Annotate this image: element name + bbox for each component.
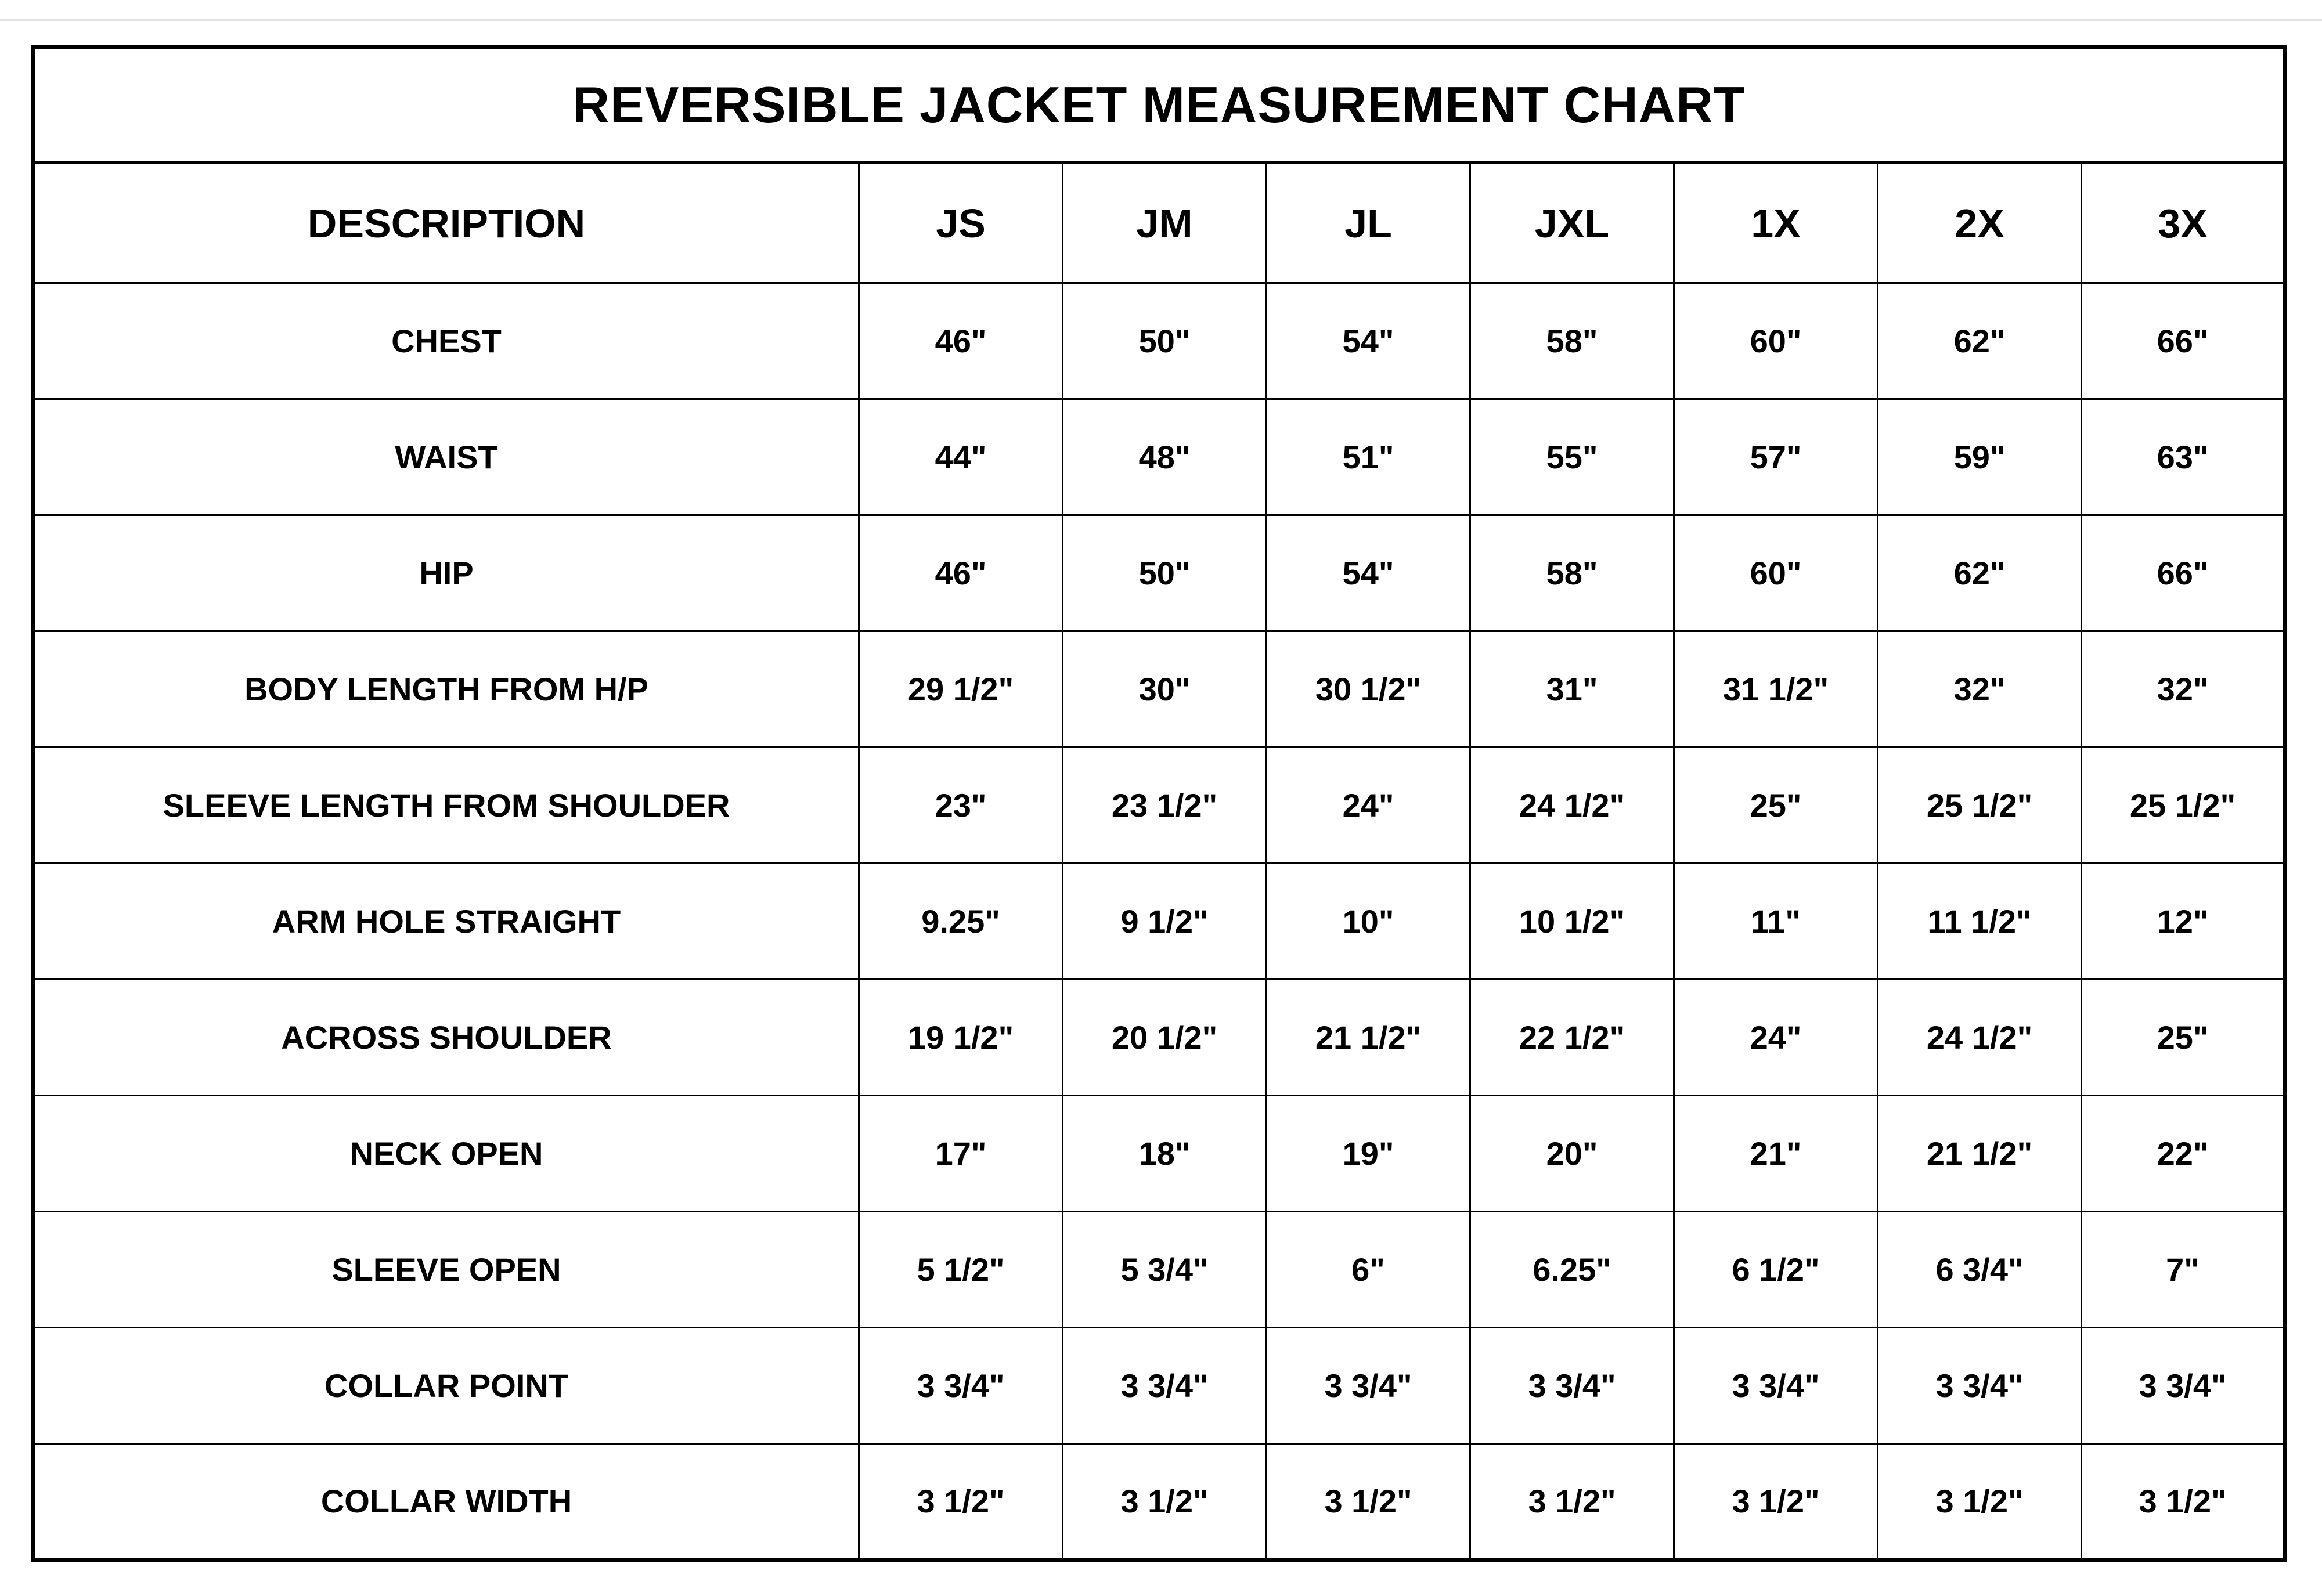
cell-sleeve-length-jm: 23 1/2" — [1063, 748, 1267, 864]
cell-waist-jl: 51" — [1267, 399, 1470, 515]
cell-arm-hole-3x: 12" — [2082, 864, 2285, 980]
title-row — [33, 47, 2285, 163]
table-row-collar-point — [33, 1328, 2285, 1444]
cell-hip-jxl: 58" — [1470, 515, 1674, 631]
cell-sleeve-length-jxl: 24 1/2" — [1470, 748, 1674, 864]
cell-arm-hole-jxl: 10 1/2" — [1470, 864, 1674, 980]
table-row-sleeve-length — [33, 748, 2285, 864]
cell-sleeve-open-jxl: 6.25" — [1470, 1212, 1674, 1328]
table-row-chest — [33, 283, 2285, 399]
table-row-body-length — [33, 631, 2285, 748]
cell-hip-1x: 60" — [1674, 515, 1878, 631]
cell-sleeve-length-1x: 25" — [1674, 748, 1878, 864]
row-label-arm-hole: ARM HOLE STRAIGHT — [33, 864, 859, 980]
cell-collar-point-jxl: 3 3/4" — [1470, 1328, 1674, 1444]
row-label-across-shoulder: ACROSS SHOULDER — [33, 980, 859, 1096]
row-label-sleeve-open: SLEEVE OPEN — [33, 1212, 859, 1328]
cell-waist-jm: 48" — [1063, 399, 1267, 515]
cell-collar-width-2x: 3 1/2" — [1878, 1444, 2082, 1560]
column-header-jm: JM — [1063, 163, 1267, 283]
row-label-body-length: BODY LENGTH FROM H/P — [33, 631, 859, 748]
table-row-collar-width — [33, 1444, 2285, 1560]
cell-neck-open-jxl: 20" — [1470, 1096, 1674, 1212]
table-row-across-shoulder — [33, 980, 2285, 1096]
row-label-hip: HIP — [33, 515, 859, 631]
column-header-jl: JL — [1267, 163, 1470, 283]
cell-arm-hole-jl: 10" — [1267, 864, 1470, 980]
cell-body-length-jm: 30" — [1063, 631, 1267, 748]
cell-neck-open-3x: 22" — [2082, 1096, 2285, 1212]
cell-across-shoulder-jxl: 22 1/2" — [1470, 980, 1674, 1096]
column-header-jxl: JXL — [1470, 163, 1674, 283]
cell-arm-hole-1x: 11" — [1674, 864, 1878, 980]
cell-across-shoulder-jl: 21 1/2" — [1267, 980, 1470, 1096]
cell-collar-width-3x: 3 1/2" — [2082, 1444, 2285, 1560]
cell-chest-3x: 66" — [2082, 283, 2285, 399]
cell-across-shoulder-js: 19 1/2" — [859, 980, 1063, 1096]
measurement-chart — [31, 45, 2284, 1558]
cell-chest-jl: 54" — [1267, 283, 1470, 399]
row-label-collar-width: COLLAR WIDTH — [33, 1444, 859, 1560]
cell-arm-hole-2x: 11 1/2" — [1878, 864, 2082, 980]
cell-collar-point-js: 3 3/4" — [859, 1328, 1063, 1444]
cell-sleeve-length-3x: 25 1/2" — [2082, 748, 2285, 864]
cell-sleeve-open-1x: 6 1/2" — [1674, 1212, 1878, 1328]
cell-chest-jm: 50" — [1063, 283, 1267, 399]
cell-chest-2x: 62" — [1878, 283, 2082, 399]
cell-body-length-2x: 32" — [1878, 631, 2082, 748]
cell-sleeve-open-3x: 7" — [2082, 1212, 2285, 1328]
cell-across-shoulder-3x: 25" — [2082, 980, 2285, 1096]
cell-neck-open-1x: 21" — [1674, 1096, 1878, 1212]
column-header-description: DESCRIPTION — [33, 163, 859, 283]
cell-neck-open-js: 17" — [859, 1096, 1063, 1212]
cell-body-length-jl: 30 1/2" — [1267, 631, 1470, 748]
column-header-1x: 1X — [1674, 163, 1878, 283]
cell-collar-width-jxl: 3 1/2" — [1470, 1444, 1674, 1560]
table-row-arm-hole — [33, 864, 2285, 980]
cell-hip-jl: 54" — [1267, 515, 1470, 631]
cell-across-shoulder-1x: 24" — [1674, 980, 1878, 1096]
cell-waist-1x: 57" — [1674, 399, 1878, 515]
cell-collar-width-jm: 3 1/2" — [1063, 1444, 1267, 1560]
header-row — [33, 163, 2285, 283]
cell-sleeve-length-2x: 25 1/2" — [1878, 748, 2082, 864]
cell-neck-open-jm: 18" — [1063, 1096, 1267, 1212]
cell-body-length-jxl: 31" — [1470, 631, 1674, 748]
cell-body-length-1x: 31 1/2" — [1674, 631, 1878, 748]
page-top-divider — [0, 19, 2322, 21]
cell-collar-point-3x: 3 3/4" — [2082, 1328, 2285, 1444]
cell-sleeve-open-js: 5 1/2" — [859, 1212, 1063, 1328]
cell-waist-3x: 63" — [2082, 399, 2285, 515]
table-row-hip — [33, 515, 2285, 631]
cell-sleeve-length-jl: 24" — [1267, 748, 1470, 864]
cell-chest-1x: 60" — [1674, 283, 1878, 399]
row-label-neck-open: NECK OPEN — [33, 1096, 859, 1212]
cell-body-length-3x: 32" — [2082, 631, 2285, 748]
cell-neck-open-jl: 19" — [1267, 1096, 1470, 1212]
row-label-chest: CHEST — [33, 283, 859, 399]
cell-hip-3x: 66" — [2082, 515, 2285, 631]
cell-chest-js: 46" — [859, 283, 1063, 399]
cell-body-length-js: 29 1/2" — [859, 631, 1063, 748]
cell-across-shoulder-jm: 20 1/2" — [1063, 980, 1267, 1096]
table-row-sleeve-open — [33, 1212, 2285, 1328]
cell-collar-width-1x: 3 1/2" — [1674, 1444, 1878, 1560]
cell-collar-width-js: 3 1/2" — [859, 1444, 1063, 1560]
cell-hip-2x: 62" — [1878, 515, 2082, 631]
row-label-sleeve-length: SLEEVE LENGTH FROM SHOULDER — [33, 748, 859, 864]
cell-hip-jm: 50" — [1063, 515, 1267, 631]
cell-waist-js: 44" — [859, 399, 1063, 515]
cell-sleeve-open-jm: 5 3/4" — [1063, 1212, 1267, 1328]
table-row-waist — [33, 399, 2285, 515]
cell-collar-point-jm: 3 3/4" — [1063, 1328, 1267, 1444]
cell-arm-hole-jm: 9 1/2" — [1063, 864, 1267, 980]
cell-sleeve-length-js: 23" — [859, 748, 1063, 864]
cell-sleeve-open-2x: 6 3/4" — [1878, 1212, 2082, 1328]
chart-title: REVERSIBLE JACKET MEASUREMENT CHART — [33, 47, 2285, 163]
size-chart-table — [31, 45, 2287, 1562]
cell-collar-point-2x: 3 3/4" — [1878, 1328, 2082, 1444]
cell-collar-width-jl: 3 1/2" — [1267, 1444, 1470, 1560]
column-header-3x: 3X — [2082, 163, 2285, 283]
cell-neck-open-2x: 21 1/2" — [1878, 1096, 2082, 1212]
cell-across-shoulder-2x: 24 1/2" — [1878, 980, 2082, 1096]
cell-hip-js: 46" — [859, 515, 1063, 631]
column-header-2x: 2X — [1878, 163, 2082, 283]
cell-sleeve-open-jl: 6" — [1267, 1212, 1470, 1328]
row-label-waist: WAIST — [33, 399, 859, 515]
column-header-js: JS — [859, 163, 1063, 283]
cell-collar-point-jl: 3 3/4" — [1267, 1328, 1470, 1444]
cell-collar-point-1x: 3 3/4" — [1674, 1328, 1878, 1444]
table-row-neck-open — [33, 1096, 2285, 1212]
cell-waist-2x: 59" — [1878, 399, 2082, 515]
cell-arm-hole-js: 9.25" — [859, 864, 1063, 980]
row-label-collar-point: COLLAR POINT — [33, 1328, 859, 1444]
cell-waist-jxl: 55" — [1470, 399, 1674, 515]
cell-chest-jxl: 58" — [1470, 283, 1674, 399]
